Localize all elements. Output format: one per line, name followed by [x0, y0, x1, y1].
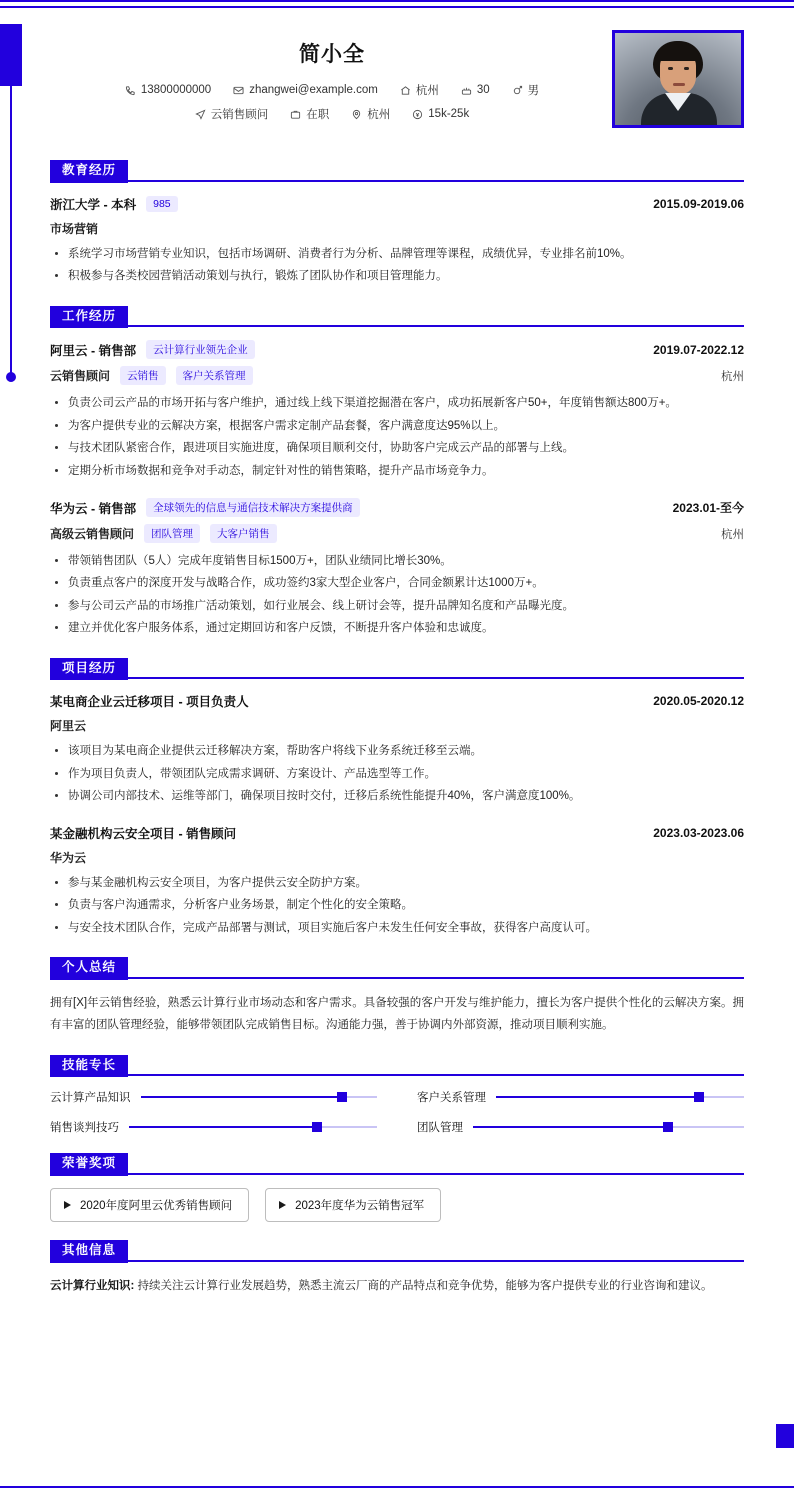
project-bullets	[50, 872, 744, 939]
skill-knob[interactable]	[663, 1122, 673, 1132]
contact-email-text: zhangwei@example.com	[249, 84, 378, 96]
location-icon	[351, 109, 362, 120]
project-entry	[50, 824, 744, 939]
home-icon	[400, 85, 411, 96]
list-item: • 建立并优化客户服务体系，通过定期回访和客户反馈，不断提升客户体验和忠诚度。	[68, 617, 744, 639]
list-item: • 参与某金融机构云安全项目，为客户提供云安全防护方案。	[68, 872, 744, 894]
skill-slider[interactable]	[129, 1126, 377, 1128]
section-rule	[128, 1074, 744, 1076]
section-title-projects: 项目经历	[50, 658, 128, 681]
skill-label: 云计算产品知识	[50, 1092, 131, 1105]
list-item: • 负责与客户沟通需求，分析客户业务场景，制定个性化的安全策略。	[68, 894, 744, 916]
avatar-image	[615, 33, 741, 125]
section-awards	[50, 1153, 744, 1222]
phone-icon	[125, 85, 136, 96]
section-header-education	[50, 160, 744, 183]
work-role-tag: 团队管理	[144, 524, 200, 543]
work-role-tag: 大客户销售	[210, 524, 277, 543]
skill-fill	[141, 1096, 342, 1098]
contact-city-text: 杭州	[415, 85, 439, 97]
section-header-projects	[50, 658, 744, 681]
contact-age	[461, 84, 490, 96]
list-item: • 负责重点客户的深度开发与战略合作，成功签约3家大型企业客户，合同金额累计达1000万+。	[68, 572, 744, 594]
section-title-work: 工作经历	[50, 306, 128, 329]
work-entry	[50, 340, 744, 482]
section-header-awards	[50, 1153, 744, 1176]
skill-slider[interactable]	[496, 1096, 744, 1098]
section-title-skills: 技能专长	[50, 1055, 128, 1078]
skill-label: 客户关系管理	[417, 1092, 486, 1105]
skill-slider[interactable]	[473, 1126, 744, 1128]
work-bullets	[50, 550, 744, 640]
project-entry-row	[50, 692, 744, 710]
education-entry	[50, 195, 744, 288]
list-item: • 负责公司云产品的市场开拓与客户维护，通过线上线下渠道挖掘潜在客户，成功拓展新客户50+，年度销售额达800万+。	[68, 392, 744, 414]
contact-gender-text: 男	[527, 85, 540, 97]
section-work	[50, 306, 744, 640]
money-icon	[412, 109, 423, 120]
list-item: • 与技术团队紧密合作，跟进项目实施进度，确保项目顺利交付，协助客户完成云产品的部署与上线。	[68, 437, 744, 459]
other-info-item	[50, 1275, 744, 1297]
page-title: 简小全	[299, 43, 365, 66]
other-info-text: 持续关注云计算行业发展趋势，熟悉主流云厂商的产品特点和竞争优势，能够为客户提供专业的行业咨询和建议。	[134, 1279, 713, 1292]
section-projects	[50, 658, 744, 939]
project-company: 华为云	[50, 850, 87, 865]
play-triangle-icon	[64, 1201, 71, 1209]
skill-item	[50, 1119, 377, 1135]
section-other	[50, 1240, 744, 1297]
briefcase-icon	[290, 109, 301, 120]
award-item[interactable]	[50, 1188, 249, 1222]
education-bullets	[50, 243, 744, 288]
play-triangle-icon	[279, 1201, 286, 1209]
job-location-text: 杭州	[367, 109, 391, 121]
section-rule	[128, 180, 744, 182]
section-header-summary	[50, 957, 744, 980]
job-position	[195, 106, 269, 122]
section-education	[50, 160, 744, 288]
work-entry	[50, 498, 744, 640]
project-name: 某金融机构云安全项目 - 销售顾问	[50, 826, 237, 841]
skill-label: 团队管理	[417, 1122, 463, 1135]
list-item: • 参与公司云产品的市场推广活动策划，如行业展会、线上研讨会等，提升品牌知名度和产品曝光度。	[68, 595, 744, 617]
skill-item	[417, 1119, 744, 1135]
section-rule	[128, 325, 744, 327]
section-rule	[128, 977, 744, 979]
project-entry	[50, 692, 744, 807]
skill-item	[417, 1089, 744, 1105]
contact-phone-text: 13800000000	[140, 84, 212, 96]
skills-grid	[50, 1089, 744, 1135]
list-item: • 与安全技术团队合作，完成产品部署与测试，项目实施后客户未发生任何安全事故，获得客户高度认可。	[68, 917, 744, 939]
list-item: • 协调公司内部技术、运维等部门，确保项目按时交付，迁移后系统性能提升40%，客户满意度100%。	[68, 785, 744, 807]
job-status	[290, 106, 329, 122]
other-info-label: 云计算行业知识:	[50, 1279, 135, 1292]
section-title-education: 教育经历	[50, 160, 128, 183]
skill-knob[interactable]	[312, 1122, 322, 1132]
work-role-row	[50, 366, 744, 385]
skill-fill	[129, 1126, 317, 1128]
work-role: 云销售顾问	[50, 369, 111, 384]
skill-slider[interactable]	[141, 1096, 378, 1098]
project-company: 阿里云	[50, 719, 87, 734]
job-salary-text: 15k-25k	[428, 108, 470, 120]
contact-age-text: 30	[476, 84, 490, 96]
project-bullets	[50, 740, 744, 807]
work-entry-row	[50, 340, 744, 359]
skill-knob[interactable]	[337, 1092, 347, 1102]
job-location	[351, 106, 390, 122]
work-place: 杭州	[721, 370, 744, 383]
work-company-tag: 全球领先的信息与通信技术解决方案提供商	[146, 498, 360, 517]
work-entry-row	[50, 498, 744, 517]
work-company-tag: 云计算行业领先企业	[146, 340, 255, 359]
avatar	[612, 30, 744, 128]
work-date: 2023.01-至今	[672, 501, 744, 516]
contact-email	[233, 84, 378, 96]
skill-label: 销售谈判技巧	[50, 1122, 119, 1135]
send-icon	[195, 109, 206, 120]
mail-icon	[233, 85, 244, 96]
project-date: 2023.03-2023.06	[653, 825, 744, 840]
contact-gender	[512, 82, 540, 98]
education-tag: 985	[146, 196, 178, 212]
list-item: • 作为项目负责人，带领团队完成需求调研、方案设计、产品选型等工作。	[68, 763, 744, 785]
education-school: 浙江大学 - 本科	[50, 197, 137, 212]
education-date: 2015.09-2019.06	[653, 196, 744, 211]
project-date: 2020.05-2020.12	[653, 694, 744, 709]
awards-list	[50, 1188, 744, 1222]
skill-knob[interactable]	[694, 1092, 704, 1102]
skill-fill	[496, 1096, 699, 1098]
education-entry-row	[50, 195, 744, 213]
section-title-other: 其他信息	[50, 1240, 128, 1263]
decorative-square-right	[776, 1424, 794, 1448]
list-item: • 该项目为某电商企业提供云迁移解决方案，帮助客户将线下业务系统迁移至云端。	[68, 740, 744, 762]
skill-fill	[473, 1126, 668, 1128]
section-summary	[50, 957, 744, 1037]
work-company: 华为云 - 销售部	[50, 501, 137, 516]
work-bullets	[50, 392, 744, 482]
project-name: 某电商企业云迁移项目 - 项目负责人	[50, 695, 249, 710]
resume-header	[50, 22, 744, 142]
work-role-tag: 云销售	[120, 366, 166, 385]
gender-icon	[512, 85, 523, 96]
work-role-tag: 客户关系管理	[176, 366, 253, 385]
section-header-work	[50, 306, 744, 329]
section-header-skills	[50, 1055, 744, 1078]
work-company: 阿里云 - 销售部	[50, 343, 137, 358]
list-item: • 定期分析市场数据和竞争对手动态，制定针对性的销售策略，提升产品市场竞争力。	[68, 460, 744, 482]
work-role: 高级云销售顾问	[50, 527, 135, 542]
section-rule	[128, 1173, 744, 1175]
skill-item	[50, 1089, 377, 1105]
list-item: • 积极参与各类校园营销活动策划与执行，锻炼了团队协作和项目管理能力。	[68, 265, 744, 287]
section-rule	[128, 677, 744, 679]
section-rule	[128, 1260, 744, 1262]
job-status-text: 在职	[306, 109, 330, 121]
cake-icon	[461, 85, 472, 96]
list-item: • 系统学习市场营销专业知识，包括市场调研、消费者行为分析、品牌管理等课程，成绩优异，专业排名前10%。	[68, 243, 744, 265]
list-item: • 带领销售团队（5人）完成年度销售目标1500万+，团队业绩同比增长30%。	[68, 550, 744, 572]
work-place: 杭州	[721, 528, 744, 541]
section-header-other	[50, 1240, 744, 1263]
job-salary	[412, 108, 469, 120]
bottom-border-rule	[0, 1486, 794, 1492]
contact-phone	[125, 84, 211, 96]
contact-city	[400, 82, 439, 98]
education-major: 市场营销	[50, 221, 99, 236]
section-title-awards: 荣誉奖项	[50, 1153, 128, 1176]
award-item[interactable]	[265, 1188, 441, 1222]
section-skills	[50, 1055, 744, 1136]
award-label: 2023年度华为云销售冠军	[295, 1200, 425, 1213]
summary-text: 拥有[X]年云销售经验，熟悉云计算行业市场动态和客户需求。具备较强的客户开发与维护能力，擅长为客户提供个性化的云解决方案。拥有丰富的团队管理经验，能够带领团队完成销售目标。沟通能力强，善于协调内外部资源，推动项目顺利实施。	[50, 996, 744, 1032]
project-entry-row	[50, 824, 744, 842]
section-title-summary: 个人总结	[50, 957, 128, 980]
work-date: 2019.07-2022.12	[653, 342, 744, 357]
work-role-row	[50, 524, 744, 543]
job-position-text: 云销售顾问	[210, 109, 269, 121]
list-item: • 为客户提供专业的云解决方案，根据客户需求定制产品套餐，客户满意度达95%以上。	[68, 415, 744, 437]
award-label: 2020年度阿里云优秀销售顾问	[80, 1200, 233, 1213]
